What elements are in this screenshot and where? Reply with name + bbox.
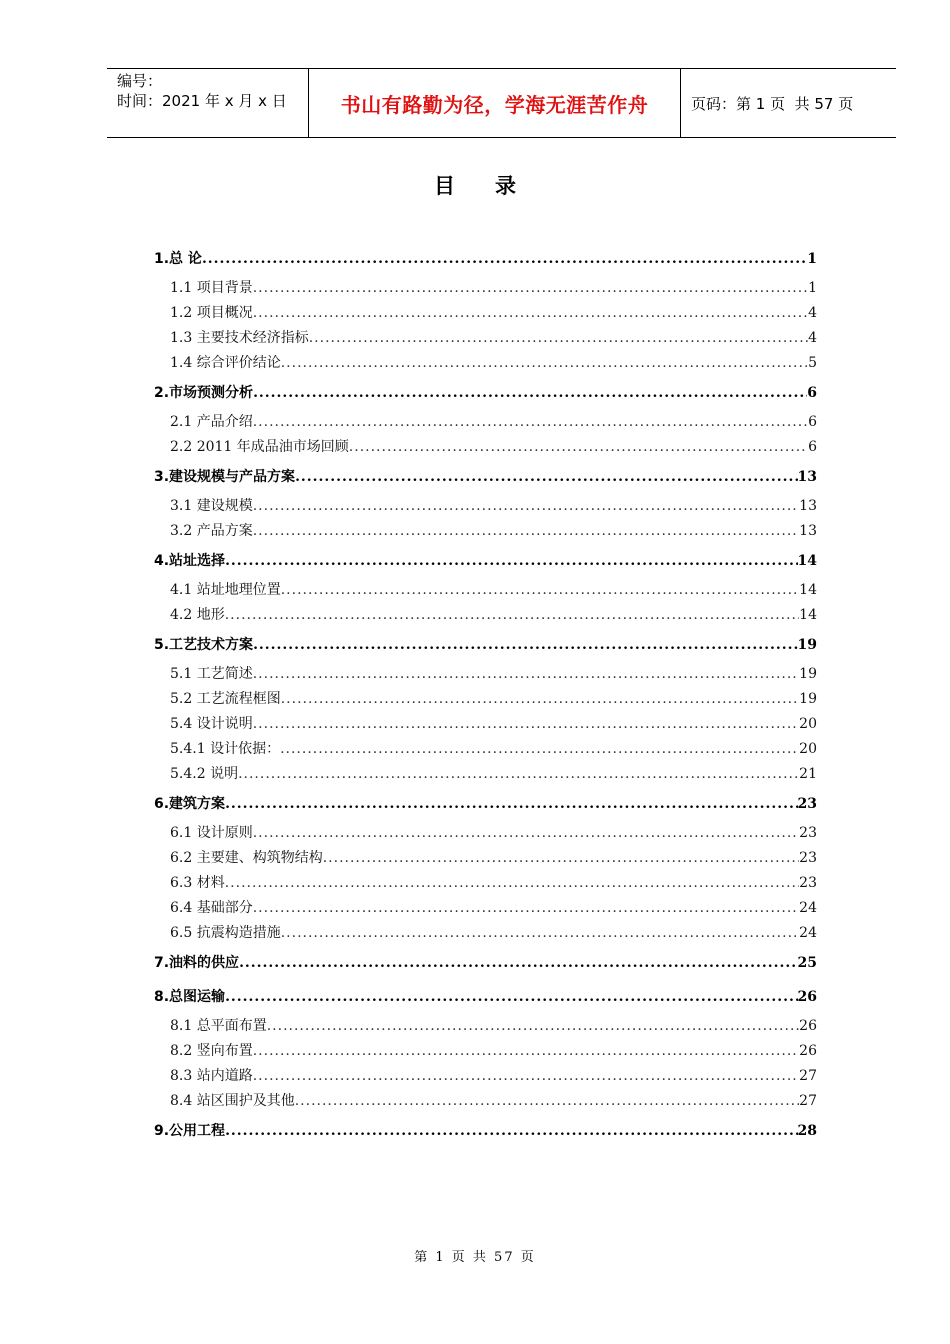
toc-title: 目录 [434, 174, 556, 198]
toc-leader-dots [225, 980, 797, 1014]
toc-section-entry[interactable] [154, 762, 817, 787]
toc-page-number: 28 [797, 1123, 817, 1139]
toc-page-number: 14 [797, 553, 817, 569]
toc-leader-dots [309, 326, 808, 351]
toc-entry-text: 8.2 竖向布置 [170, 1043, 253, 1059]
toc-leader-dots [225, 603, 799, 628]
toc-leader-dots [253, 628, 797, 662]
toc-page-number: 6 [808, 414, 817, 430]
toc-page-number: 27 [799, 1068, 817, 1084]
toc-entry-text: 8.1 总平面布置 [170, 1018, 267, 1034]
toc-page-number: 4 [808, 305, 817, 321]
toc-leader-dots [295, 1089, 799, 1114]
toc-section-entry[interactable] [154, 1014, 817, 1039]
toc-section-entry[interactable] [154, 519, 817, 544]
toc-leader-dots [349, 435, 808, 460]
toc-chapter-entry[interactable] [154, 1114, 817, 1148]
toc-section-entry[interactable] [154, 662, 817, 687]
toc-entry-text: 5.4 设计说明 [170, 716, 253, 732]
toc-entry-text: 5.工艺技术方案 [154, 637, 254, 653]
toc-entry-text: 6.建筑方案 [154, 796, 226, 812]
toc-page-number: 24 [799, 900, 817, 916]
toc-section-entry[interactable] [154, 846, 817, 871]
toc-page-number: 13 [799, 523, 817, 539]
toc-section-entry[interactable] [154, 276, 817, 301]
toc-chapter-entry[interactable] [154, 628, 817, 662]
toc-section-entry[interactable] [154, 494, 817, 519]
header-motto: 书山有路勤为径，学海无涯苦作舟 [340, 92, 649, 117]
toc-leader-dots [253, 494, 799, 519]
toc-leader-dots [281, 921, 799, 946]
toc-page-number: 14 [799, 607, 817, 623]
toc-entry-text: 1.总 论 [154, 251, 202, 267]
toc-entry-text: 2.市场预测分析 [154, 385, 254, 401]
toc-page-number: 27 [799, 1093, 817, 1109]
toc-entry-text: 2.2 2011 年成品油市场回顾 [170, 439, 349, 455]
toc-chapter-entry[interactable] [154, 460, 817, 494]
toc-leader-dots [253, 821, 799, 846]
toc-page-number: 14 [799, 582, 817, 598]
toc-entry-text: 1.1 项目背景 [170, 280, 253, 296]
toc-leader-dots [202, 242, 807, 276]
toc-page-number: 26 [799, 1043, 817, 1059]
toc-entry-text: 9.公用工程 [154, 1123, 226, 1139]
toc-section-entry[interactable] [154, 871, 817, 896]
toc-section-entry[interactable] [154, 351, 817, 376]
toc-leader-dots [280, 737, 799, 762]
toc-page-number: 23 [799, 825, 817, 841]
toc-entry-text: 3.1 建设规模 [170, 498, 253, 514]
toc-leader-dots [253, 712, 799, 737]
toc-page-number: 19 [799, 666, 817, 682]
toc-entry-text: 1.3 主要技术经济指标 [170, 330, 309, 346]
toc-page-number: 23 [797, 796, 817, 812]
toc-section-entry[interactable] [154, 1064, 817, 1089]
toc-leader-dots [253, 662, 799, 687]
toc-leader-dots [239, 946, 797, 980]
toc-page-number: 6 [807, 385, 817, 401]
toc-entry-text: 4.站址选择 [154, 553, 226, 569]
toc-page-number: 1 [807, 251, 817, 267]
toc-entry-text: 4.2 地形 [170, 607, 225, 623]
header-page-cell [681, 69, 896, 137]
toc-section-entry[interactable] [154, 301, 817, 326]
toc-section-entry[interactable] [154, 921, 817, 946]
toc-leader-dots [281, 578, 799, 603]
toc-entry-text: 2.1 产品介绍 [170, 414, 253, 430]
toc-leader-dots [253, 301, 808, 326]
toc-section-entry[interactable] [154, 1039, 817, 1064]
toc-leader-dots [225, 1114, 797, 1148]
toc-entry-text: 5.1 工艺简述 [170, 666, 253, 682]
toc-page-number: 20 [799, 741, 817, 757]
toc-page-number: 6 [808, 439, 817, 455]
toc-page-number: 4 [808, 330, 817, 346]
toc-entry-text: 1.2 项目概况 [170, 305, 253, 321]
toc-entry-text: 7.油料的供应 [154, 955, 240, 971]
toc-page-number: 19 [799, 691, 817, 707]
toc-leader-dots [253, 1064, 799, 1089]
toc-page-number: 5 [808, 355, 817, 371]
toc-leader-dots [253, 376, 807, 410]
toc-page-number: 21 [799, 766, 817, 782]
toc-chapter-entry[interactable] [154, 376, 817, 410]
toc-chapter-entry[interactable] [154, 946, 817, 980]
toc-section-entry[interactable] [154, 326, 817, 351]
toc-entry-text: 8.4 站区围护及其他 [170, 1093, 295, 1109]
toc-page-number: 26 [799, 1018, 817, 1034]
toc-entry-text: 3.2 产品方案 [170, 523, 253, 539]
toc-page-number: 23 [799, 850, 817, 866]
toc-section-entry[interactable] [154, 737, 817, 762]
toc-page-number: 26 [797, 989, 817, 1005]
toc-entry-text: 1.4 综合评价结论 [170, 355, 281, 371]
toc-leader-dots [225, 787, 797, 821]
toc-chapter-entry[interactable] [154, 787, 817, 821]
toc-leader-dots [281, 351, 808, 376]
toc-chapter-entry[interactable] [154, 544, 817, 578]
toc-leader-dots [253, 276, 808, 301]
toc-leader-dots [323, 846, 799, 871]
toc-leader-dots [281, 687, 799, 712]
toc-leader-dots [225, 871, 799, 896]
toc-page-number: 24 [799, 925, 817, 941]
toc-leader-dots [253, 410, 808, 435]
toc-leader-dots [238, 762, 799, 787]
toc-section-entry[interactable] [154, 1089, 817, 1114]
toc-section-entry[interactable] [154, 712, 817, 737]
toc-section-entry[interactable] [154, 821, 817, 846]
toc-section-entry[interactable] [154, 410, 817, 435]
toc-page-number: 13 [799, 498, 817, 514]
toc-leader-dots [295, 460, 797, 494]
toc-entry-text: 5.2 工艺流程框图 [170, 691, 281, 707]
table-of-contents [154, 242, 817, 1148]
header-meta [107, 69, 308, 137]
toc-entry-text: 8.3 站内道路 [170, 1068, 253, 1084]
toc-section-entry[interactable] [154, 896, 817, 921]
header-motto-cell [308, 69, 681, 137]
toc-entry-text: 6.2 主要建、构筑物结构 [170, 850, 323, 866]
toc-entry-text: 5.4.2 说明 [170, 766, 239, 782]
toc-entry-text: 4.1 站址地理位置 [170, 582, 281, 598]
toc-leader-dots [253, 1039, 799, 1064]
toc-page-number: 25 [797, 955, 817, 971]
toc-section-entry[interactable] [154, 687, 817, 712]
toc-section-entry[interactable] [154, 603, 817, 628]
toc-page-number: 23 [799, 875, 817, 891]
toc-page-number: 1 [808, 280, 817, 296]
toc-section-entry[interactable] [154, 435, 817, 460]
document-time: 时间：2021 年 x 月 x 日 [117, 92, 287, 110]
page-header [107, 68, 896, 138]
toc-leader-dots [253, 519, 799, 544]
toc-page-number: 19 [797, 637, 817, 653]
toc-entry-text: 6.4 基础部分 [170, 900, 253, 916]
toc-entry-text: 5.4.1 设计依据： [170, 741, 281, 757]
toc-leader-dots [253, 896, 799, 921]
toc-chapter-entry[interactable] [154, 242, 817, 276]
toc-entry-text: 6.1 设计原则 [170, 825, 253, 841]
toc-entry-text: 6.3 材料 [170, 875, 225, 891]
toc-entry-text: 3.建设规模与产品方案 [154, 469, 296, 485]
toc-chapter-entry[interactable] [154, 980, 817, 1014]
toc-section-entry[interactable] [154, 578, 817, 603]
toc-entry-text: 6.5 抗震构造措施 [170, 925, 281, 941]
page-footer: 第 1 页 共 57 页 [414, 1250, 536, 1265]
toc-entry-text: 8.总图运输 [154, 989, 226, 1005]
header-page-info: 页码：第 1 页 共 57 页 [691, 94, 854, 113]
toc-page-number: 13 [797, 469, 817, 485]
toc-leader-dots [225, 544, 797, 578]
document-number-label: 编号： [117, 72, 163, 90]
toc-page-number: 20 [799, 716, 817, 732]
toc-leader-dots [267, 1014, 799, 1039]
